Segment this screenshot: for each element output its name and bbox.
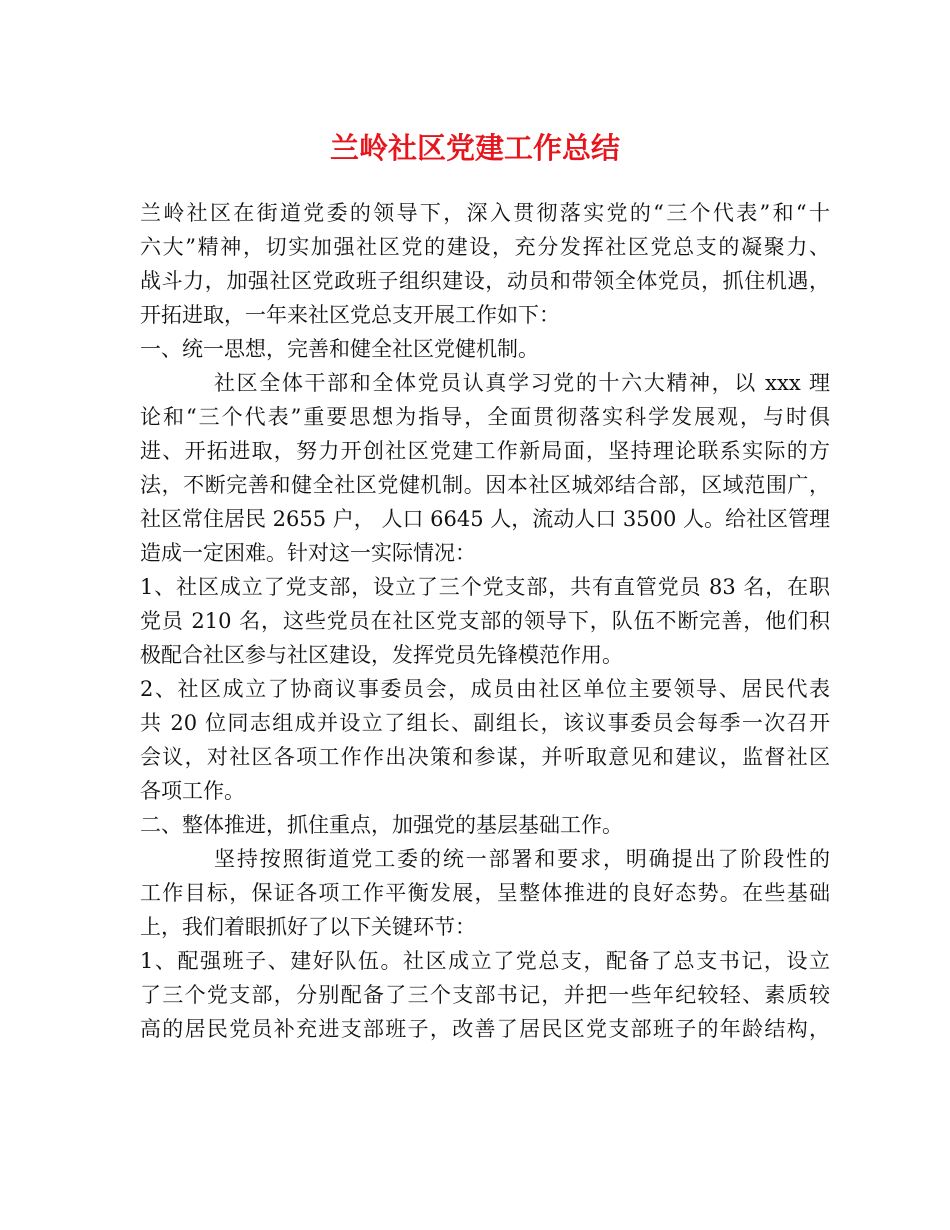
document-title: 兰岭社区党建工作总结: [329, 131, 620, 165]
text-line: 开拓进取，一年来社区党总支开展工作如下：: [140, 303, 560, 327]
text-line: 社区常住居民 2655 户， 人口 6645 人，流动人口 3500 人。给社区管理: [140, 507, 831, 531]
text-line: 法，不断完善和健全社区党健机制。因本社区城郊结合部，区域范围广，: [140, 473, 830, 497]
text-line: 社区全体干部和全体党员认真学习党的十六大精神，以 xxx 理: [214, 371, 830, 395]
text-line: 论和“三个代表”重要思想为指导，全面贯彻落实科学发展观，与时俱: [140, 405, 830, 429]
text-line: 高的居民党员补充进支部班子，改善了居民区党支部班子的年龄结构，: [140, 1017, 830, 1041]
text-line: 上，我们着眼抓好了以下关键环节：: [140, 915, 476, 939]
document-body: [140, 196, 830, 1046]
text-line: 造成一定困难。针对这一实际情况：: [140, 541, 476, 565]
text-line: 战斗力，加强社区党政班子组织建设，动员和带领全体党员，抓住机遇，: [140, 269, 830, 293]
text-line: 会议，对社区各项工作作出决策和参谋，并听取意见和建议，监督社区: [140, 745, 830, 769]
text-line: 了三个党支部，分别配备了三个支部书记，并把一些年纪较轻、素质较: [140, 983, 830, 1007]
text-line: 党员 210 名，这些党员在社区党支部的领导下，队伍不断完善，他们积: [140, 609, 830, 633]
list-item: 1、社区成立了党支部，设立了三个党支部，共有直管党员 83 名，在职: [140, 575, 830, 599]
text-line: 共 20 位同志组成并设立了组长、副组长，该议事委员会每季一次召开: [140, 711, 830, 735]
text-line: 各项工作。: [140, 779, 245, 803]
text-line: 坚持按照街道党工委的统一部署和要求，明确提出了阶段性的: [214, 847, 830, 871]
text-line: 六大”精神，切实加强社区党的建设，充分发挥社区党总支的凝聚力、: [140, 235, 830, 259]
text-line: 兰岭社区在街道党委的领导下，深入贯彻落实党的“三个代表”和“十: [140, 201, 830, 225]
text-line: 工作目标，保证各项工作平衡发展，呈整体推进的良好态势。在些基础: [140, 881, 830, 905]
text-line: 极配合社区参与社区建设，发挥党员先锋模范作用。: [140, 643, 623, 667]
list-item: 2、社区成立了协商议事委员会，成员由社区单位主要领导、居民代表: [140, 677, 830, 701]
section-heading: 一、统一思想，完善和健全社区党健机制。: [140, 337, 539, 361]
list-item: 1、配强班子、建好队伍。社区成立了党总支，配备了总支书记，设立: [140, 949, 830, 973]
section-heading: 二、整体推进，抓住重点，加强党的基层基础工作。: [140, 813, 623, 837]
text-line: 进、开拓进取，努力开创社区党建工作新局面，坚持理论联系实际的方: [140, 439, 830, 463]
